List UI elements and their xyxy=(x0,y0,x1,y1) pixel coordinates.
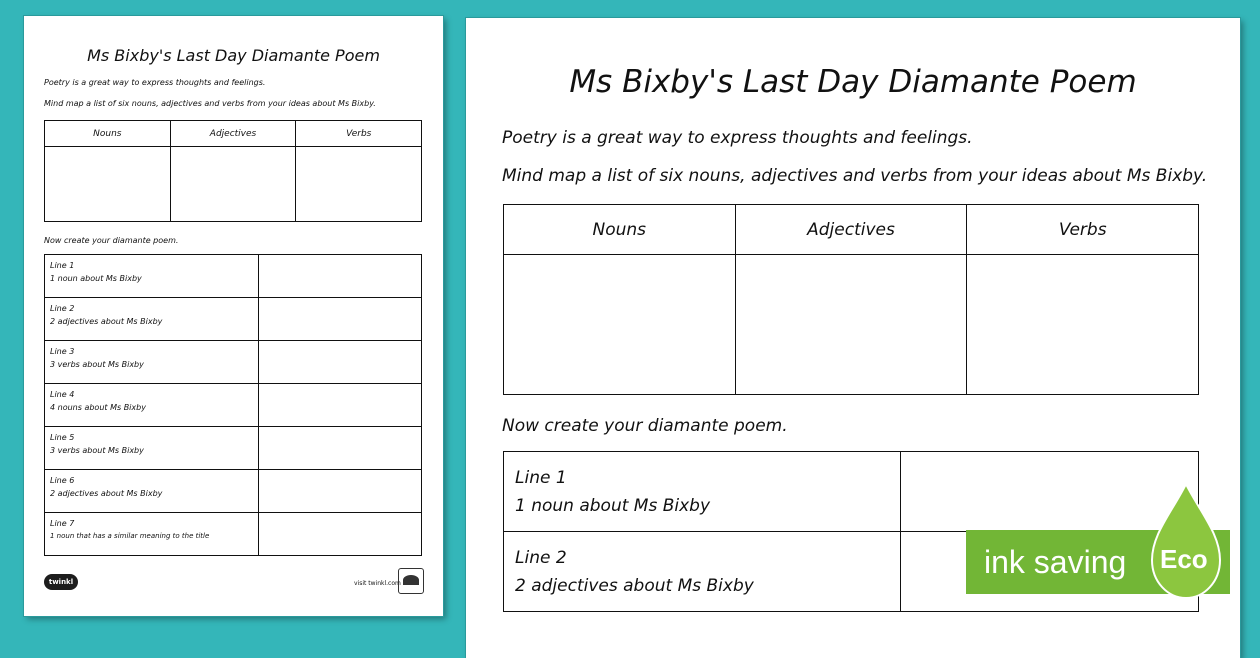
thumbnail-nouns-cell[interactable] xyxy=(45,147,171,222)
line-cell xyxy=(504,452,901,532)
thumbnail-line-label: Line 1 xyxy=(50,261,75,270)
col-verbs: Verbs xyxy=(967,205,1199,255)
thumbnail-line-answer[interactable] xyxy=(259,298,422,341)
thumbnail-line-answer[interactable] xyxy=(259,341,422,384)
thumbnail-adjectives-cell[interactable] xyxy=(170,147,296,222)
nouns-cell[interactable] xyxy=(504,255,736,395)
page-title: Ms Bixby's Last Day Diamante Poem xyxy=(569,64,1137,100)
verbs-cell[interactable] xyxy=(967,255,1199,395)
thumbnail-line-label: Line 6 xyxy=(50,476,75,485)
thumbnail-col-verbs: Verbs xyxy=(296,121,422,147)
thumbnail-line-desc: 3 verbs about Ms Bixby xyxy=(50,360,144,369)
thumbnail-line-answer[interactable] xyxy=(259,255,422,298)
thumbnail-mind-map-table xyxy=(44,120,422,222)
adjectives-cell[interactable] xyxy=(735,255,967,395)
line-label: Line 2 xyxy=(515,548,567,568)
line-desc: 1 noun about Ms Bixby xyxy=(515,496,711,516)
line-cell xyxy=(504,532,901,612)
thumbnail-line-answer[interactable] xyxy=(259,427,422,470)
thumbnail-line-desc: 2 adjectives about Ms Bixby xyxy=(50,317,163,326)
thumbnail-line-label: Line 7 xyxy=(50,519,75,528)
ink-saving-text: ink saving xyxy=(984,544,1127,580)
thumbnail-line-label: Line 4 xyxy=(50,390,75,399)
mind-map-table xyxy=(503,204,1199,395)
thumbnail-line-cell xyxy=(45,513,259,556)
thumbnail-prompt: Now create your diamante poem. xyxy=(44,236,179,245)
thumbnail-line-cell xyxy=(45,341,259,384)
thumbnail-line-cell xyxy=(45,384,259,427)
thumbnail-line-desc: 4 nouns about Ms Bixby xyxy=(50,403,146,412)
thumbnail-col-adjectives: Adjectives xyxy=(170,121,296,147)
thumbnail-line-cell xyxy=(45,255,259,298)
eco-leaf-icon xyxy=(1148,482,1224,602)
thumbnail-line-cell xyxy=(45,470,259,513)
thumbnail-col-nouns: Nouns xyxy=(45,121,171,147)
thumbnail-line-cell xyxy=(45,427,259,470)
thumbnail-line-label: Line 5 xyxy=(50,433,75,442)
thumbnail-intro-2: Mind map a list of six nouns, adjectives and verbs from your ideas about Ms Bixby. xyxy=(44,99,376,108)
thumbnail-title: Ms Bixby's Last Day Diamante Poem xyxy=(87,46,380,65)
thumbnail-intro-1: Poetry is a great way to express thoughts and feelings. xyxy=(44,78,266,87)
thumbnail-poem-table xyxy=(44,254,422,556)
thumbnail-line-desc: 1 noun that has a similar meaning to the title xyxy=(50,532,210,540)
intro-line-2: Mind map a list of six nouns, adjectives and verbs from your ideas about Ms Bixby. xyxy=(502,166,1208,186)
thumbnail-line-cell xyxy=(45,298,259,341)
thumbnail-line-desc: 1 noun about Ms Bixby xyxy=(50,274,142,283)
footer-url: visit twinkl.com xyxy=(354,580,401,587)
thumbnail-line-answer[interactable] xyxy=(259,470,422,513)
thumbnail-line-desc: 3 verbs about Ms Bixby xyxy=(50,446,144,455)
thumbnail-line-desc: 2 adjectives about Ms Bixby xyxy=(50,489,163,498)
twinkl-logo: twinkl xyxy=(44,574,78,590)
thumbnail-line-answer[interactable] xyxy=(259,513,422,556)
intro-line-1: Poetry is a great way to express thoughts and feelings. xyxy=(502,128,973,148)
thumbnail-line-label: Line 3 xyxy=(50,347,75,356)
poem-prompt: Now create your diamante poem. xyxy=(502,416,788,436)
line-desc: 2 adjectives about Ms Bixby xyxy=(515,576,754,596)
line-label: Line 1 xyxy=(515,468,567,488)
thumbnail-line-answer[interactable] xyxy=(259,384,422,427)
thumbnail-verbs-cell[interactable] xyxy=(296,147,422,222)
col-nouns: Nouns xyxy=(504,205,736,255)
worksheet-thumbnail xyxy=(24,16,443,616)
thumbnail-line-label: Line 2 xyxy=(50,304,75,313)
quality-seal-icon xyxy=(398,568,424,594)
eco-label: Eco xyxy=(1160,544,1208,574)
col-adjectives: Adjectives xyxy=(735,205,967,255)
